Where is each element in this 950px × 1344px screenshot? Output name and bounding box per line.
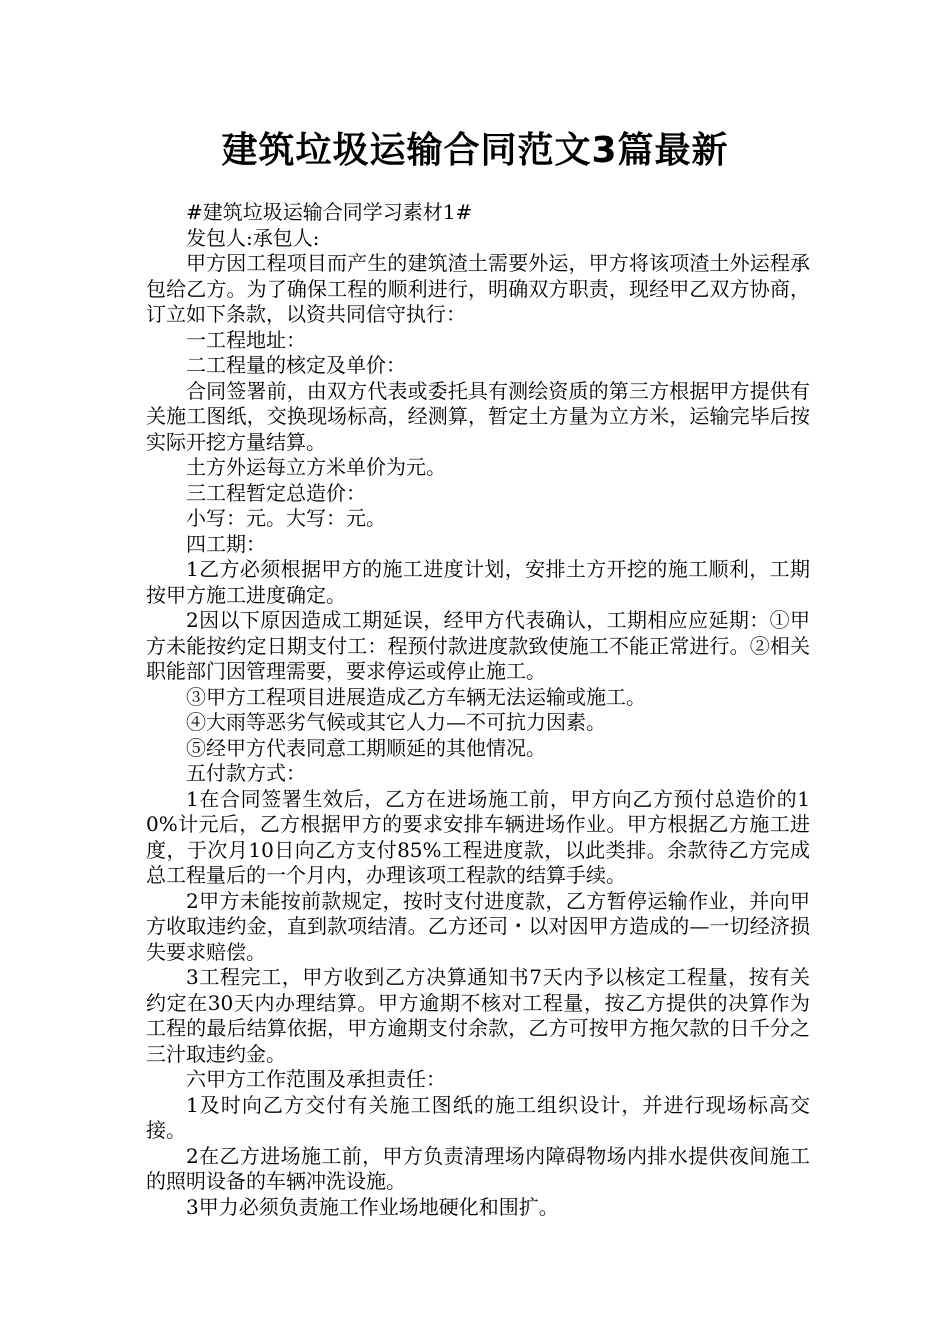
document-body bbox=[146, 200, 810, 1220]
paragraph-schedule-4: ④大雨等恶劣气候或其它人力—不可抗力因素。 bbox=[186, 710, 606, 734]
paragraph-parties: 发包人:承包人: bbox=[186, 225, 320, 250]
paragraph-heading-total-price: 三工程暂定总造价： bbox=[186, 480, 366, 505]
paragraph-responsibility-1: 1及时向乙方交付有关施工图纸的施工组织设计，并进行现场标高交接。 bbox=[146, 1092, 810, 1142]
paragraph-total-price: 小写：元。大写：元。 bbox=[186, 506, 386, 530]
paragraph-heading-responsibilities: 六甲方工作范围及承担责任： bbox=[186, 1067, 446, 1091]
paragraph-heading-address: 一工程地址： bbox=[186, 327, 306, 352]
paragraph-responsibility-3: 3甲力必须负责施工作业场地硬化和围扩。 bbox=[186, 1194, 559, 1219]
paragraph-payment-1: 1在合同签署生效后，乙方在进场施工前，甲方向乙方预付总造价的10%计元后，乙方根据甲方的要求安排车辆进场作业。甲方根据乙方施工进度，于次月10日向乙方支付85%工程进度款，以此类排。余款待乙方完成总工程量后的一个月内，办理该项工程款的结算手续。 bbox=[146, 786, 810, 887]
paragraph-payment-2: 2甲方未能按前款规定，按时支付进度款，乙方暂停运输作业，并向甲方收取违约金，直到款项结清。乙方还司・以对因甲方造成的—一切经济损失要求赔偿。 bbox=[146, 888, 810, 964]
paragraph-schedule-5: ⑤经甲方代表同意工期顺延的其他情况。 bbox=[186, 735, 546, 760]
paragraph-unit-price: 土方外运每立方米单价为元。 bbox=[186, 455, 446, 479]
paragraph-quantity-detail: 合同签署前，由双方代表或委托具有测绘资质的第三方根据甲方提供有关施工图纸，交换现场标高，经测算，暂定土方量为立方米，运输完毕后按实际开挖方量结算。 bbox=[146, 378, 810, 454]
paragraph-heading-quantity: 二工程量的核定及单价： bbox=[186, 353, 406, 377]
paragraph-schedule-2: 2因以下原因造成工期延误，经甲方代表确认，工期相应应延期：①甲方未能按约定日期支付工：程预付款进度款致使施工不能正常进行。②相关职能部门因管理需要，要求停运或停止施工。 bbox=[146, 608, 810, 683]
document-title: 建筑垃圾运输合同范文3篇最新 bbox=[221, 130, 729, 171]
paragraph-schedule-3: ③甲方工程项目进展造成乙方车辆无法运输或施工。 bbox=[186, 684, 646, 709]
paragraph-intro: 甲方因工程项目而产生的建筑渣土需要外运，甲方将该项渣土外运程承包给乙方。为了确保工程的顺利进行，明确双方职责，现经甲乙双方协商，订立如下条款，以资共同信守执行： bbox=[146, 251, 810, 326]
paragraph-payment-3: 3工程完工，甲方收到乙方决算通知书7天内予以核定工程量，按有关约定在30天内办理结算。甲方逾期不核对工程量，按乙方提供的决算作为工程的最后结算依据，甲方逾期支付余款，乙方可按甲方拖欠款的日千分之三汁取违约金。 bbox=[146, 965, 810, 1066]
paragraph-heading-payment: 五付款方式： bbox=[186, 761, 306, 785]
paragraph-responsibility-2: 2在乙方进场施工前，甲方负责清理场内障碍物场内排水提供夜间施工的照明设备的车辆冲洗设施。 bbox=[146, 1143, 810, 1193]
paragraph-schedule-1: 1乙方必须根据甲方的施工进度计划，安排土方开挖的施工顺利，工期按甲方施工进度确定。 bbox=[146, 557, 810, 607]
paragraph-section-heading: #建筑垃圾运输合同学习素材1# bbox=[186, 200, 473, 224]
paragraph-heading-schedule: 四工期： bbox=[186, 531, 266, 556]
